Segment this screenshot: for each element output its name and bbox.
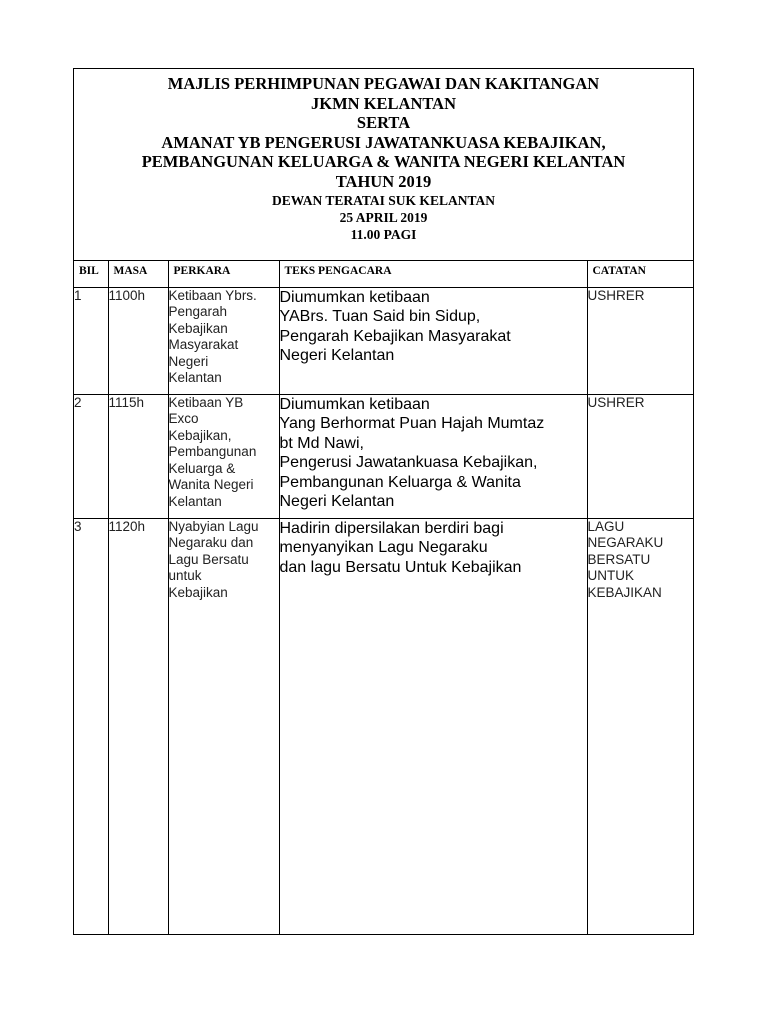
catatan-line: UNTUK: [587, 568, 634, 583]
perkara-line: Kelantan: [168, 370, 222, 385]
header-bil: BIL: [74, 261, 108, 287]
perkara-line: Kebajikan,: [168, 427, 232, 443]
perkara-line: Wanita Negeri: [168, 477, 254, 492]
header-title-line3: SERTA: [356, 113, 411, 132]
header-title-line2: JKMN KELANTAN: [311, 93, 456, 113]
teks-line: Diumumkan ketibaan: [279, 395, 430, 413]
perkara-line: Negaraku dan: [168, 535, 254, 550]
cell-perkara: [168, 287, 279, 394]
perkara-line: Nyabyian Lagu: [168, 518, 259, 534]
cell-teks-pengacara: [279, 287, 587, 394]
table-row: [74, 394, 694, 518]
cell-teks-pengacara: [279, 518, 587, 934]
header-title-line1: MAJLIS PERHIMPUNAN PEGAWAI DAN KAKITANGAN: [167, 74, 600, 93]
teks-line: Hadirin dipersilakan berdiri bagi: [279, 519, 504, 537]
perkara-line: Lagu Bersatu: [168, 551, 249, 567]
header-title-line6: TAHUN 2019: [335, 171, 432, 191]
perkara-line: Masyarakat: [168, 337, 239, 352]
cell-perkara: [168, 518, 279, 934]
teks-line: Pengerusi Jawatankuasa Kebajikan,: [279, 454, 538, 471]
document-frame: [73, 68, 694, 935]
cell-bil: 3: [74, 518, 108, 934]
teks-line: Yang Berhormat Puan Hajah Mumtaz: [279, 415, 545, 432]
teks-line: menyanyikan Lagu Negaraku: [279, 539, 488, 556]
perkara-line: untuk: [168, 568, 202, 583]
cell-bil: 1: [74, 287, 108, 394]
header-teks-pengacara: TEKS PENGACARA: [279, 261, 587, 287]
header-title-line4: AMANAT YB PENGERUSI JAWATANKUASA KEBAJIKAN,: [161, 132, 606, 152]
teks-line: Pengarah Kebajikan Masyarakat: [279, 327, 511, 345]
catatan-line: NEGARAKU: [587, 535, 664, 550]
perkara-line: Negeri: [168, 353, 209, 369]
teks-line: Negeri Kelantan: [279, 493, 395, 510]
perkara-line: Exco: [168, 411, 199, 426]
perkara-line: Pembangunan: [168, 444, 257, 459]
perkara-line: Pengarah: [168, 304, 228, 319]
perkara-line: Ketibaan YB: [168, 394, 244, 410]
cell-catatan: [587, 518, 694, 934]
header-venue: DEWAN TERATAI SUK KELANTAN: [272, 193, 495, 208]
teks-line: dan lagu Bersatu Untuk Kebajikan: [279, 558, 522, 576]
cell-catatan: [587, 287, 694, 394]
cell-catatan: [587, 394, 694, 518]
catatan-line: LAGU: [587, 518, 625, 534]
table-row: [74, 518, 694, 934]
perkara-line: Ketibaan Ybrs.: [168, 287, 257, 303]
perkara-line: Keluarga &: [168, 460, 236, 476]
cell-masa: 1100h: [108, 287, 168, 394]
header-catatan: CATATAN: [587, 261, 694, 287]
teks-line: YABrs. Tuan Said bin Sidup,: [279, 308, 481, 325]
perkara-line: Kelantan: [168, 493, 222, 509]
teks-line: Diumumkan ketibaan: [279, 288, 430, 306]
header-masa: MASA: [108, 261, 168, 287]
header-date: 25 APRIL 2019: [339, 210, 428, 225]
teks-line: Negeri Kelantan: [279, 347, 395, 364]
teks-line: bt Md Nawi,: [279, 434, 364, 452]
agenda-table: [74, 261, 694, 934]
table-header-row: [74, 261, 694, 287]
cell-masa: 1115h: [108, 394, 168, 518]
header-time: 11.00 PAGI: [350, 227, 417, 242]
cell-masa: 1120h: [108, 518, 168, 934]
perkara-line: Kebajikan: [168, 320, 228, 336]
header-perkara: PERKARA: [168, 261, 279, 287]
header-title-line5: PEMBANGUNAN KELUARGA & WANITA NEGERI KELANTAN: [141, 152, 626, 171]
cell-perkara: [168, 394, 279, 518]
catatan-line: USHRER: [587, 394, 645, 410]
perkara-line: Kebajikan: [168, 584, 228, 600]
catatan-line: USHRER: [587, 287, 645, 303]
cell-teks-pengacara: [279, 394, 587, 518]
catatan-line: KEBAJIKAN: [587, 584, 662, 600]
cell-bil: 2: [74, 394, 108, 518]
document-header: [74, 69, 693, 261]
catatan-line: BERSATU: [587, 551, 651, 567]
teks-line: Pembangunan Keluarga & Wanita: [279, 473, 521, 491]
table-row: [74, 287, 694, 394]
